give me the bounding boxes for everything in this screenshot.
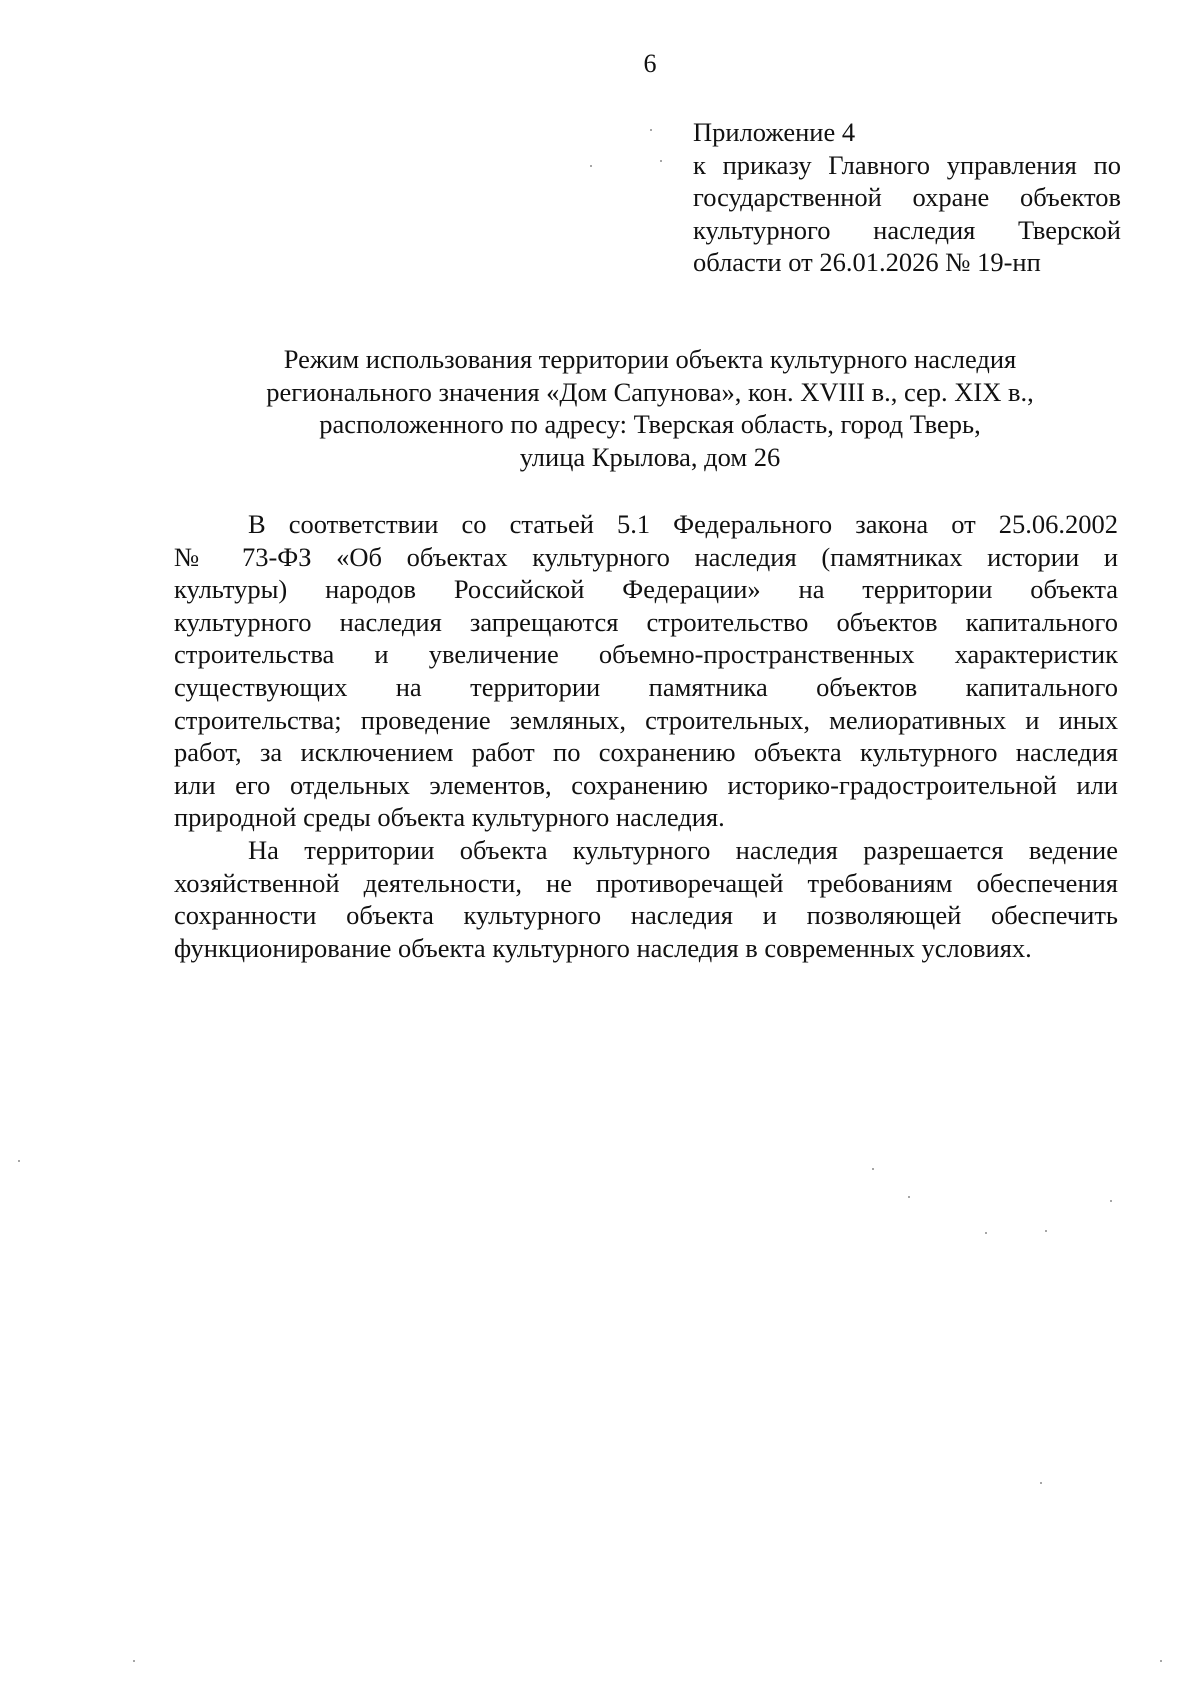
paragraph-line: природной среды объекта культурного наследия. (174, 802, 725, 833)
paragraph-line: строительства и увеличение объемно-пространственных характеристик (174, 639, 1118, 670)
scan-speck (908, 1196, 910, 1198)
appendix-line: к приказу Главного управления по (693, 149, 1121, 180)
scan-speck (1110, 1200, 1112, 1202)
title-line: расположенного по адресу: Тверская область, город Тверь, (319, 409, 981, 439)
appendix-line: области от 26.01.2026 № 19-нп (693, 247, 1041, 277)
scan-speck (1040, 1482, 1042, 1484)
document-body (174, 508, 1118, 964)
scan-speck (1045, 1230, 1047, 1232)
scan-speck (872, 1168, 874, 1170)
scan-speck (590, 165, 592, 167)
title-line: регионального значения «Дом Сапунова», кон. XVIII в., сер. XIX в., (266, 376, 1034, 407)
scan-speck (985, 1232, 987, 1234)
paragraph-line: культурного наследия запрещаются строительство объектов капитального (174, 606, 1118, 637)
appendix-title: Приложение 4 (693, 117, 856, 147)
appendix-line: государственной охране объектов (693, 182, 1121, 212)
paragraph-line: культуры) народов Российской Федерации» на территории объекта (174, 574, 1118, 605)
title-line: улица Крылова, дом 26 (519, 441, 781, 472)
appendix-header (693, 116, 1121, 279)
paragraph-line: существующих на территории памятника объектов капитального (174, 671, 1118, 702)
paragraph-2 (174, 834, 1118, 964)
scan-speck (650, 129, 652, 131)
page-number: 6 (643, 49, 657, 78)
paragraph-line: функционирование объекта культурного наследия в современных условиях. (174, 932, 1032, 963)
paragraph-line: работ, за исключением работ по сохранению объекта культурного наследия (174, 737, 1118, 768)
paragraph-line: хозяйственной деятельности, не противоречащей требованиям обеспечения (174, 867, 1118, 898)
scan-speck (18, 1160, 20, 1162)
scan-speck (133, 1660, 135, 1662)
paragraph-line: На территории объекта культурного наследия разрешается ведение (248, 834, 1118, 865)
paragraph-line: В соответствии со статьей 5.1 Федерального закона от 25.06.2002 (248, 509, 1118, 539)
paragraph-line: сохранности объекта культурного наследия и позволяющей обеспечить (174, 900, 1118, 931)
scan-speck (1160, 1660, 1162, 1662)
appendix-line: культурного наследия Тверской (693, 214, 1121, 245)
scan-speck (660, 160, 662, 162)
paragraph-1 (174, 508, 1118, 834)
title-line: Режим использования территории объекта культурного наследия (283, 344, 1017, 374)
paragraph-line: или его отдельных элементов, сохранению историко-градостроительной или (174, 769, 1118, 800)
paragraph-line: № 73-ФЗ «Об объектах культурного наследия (памятниках истории и (174, 541, 1118, 572)
paragraph-line: строительства; проведение земляных, строительных, мелиоративных и иных (174, 704, 1118, 735)
document-title (150, 343, 1150, 473)
